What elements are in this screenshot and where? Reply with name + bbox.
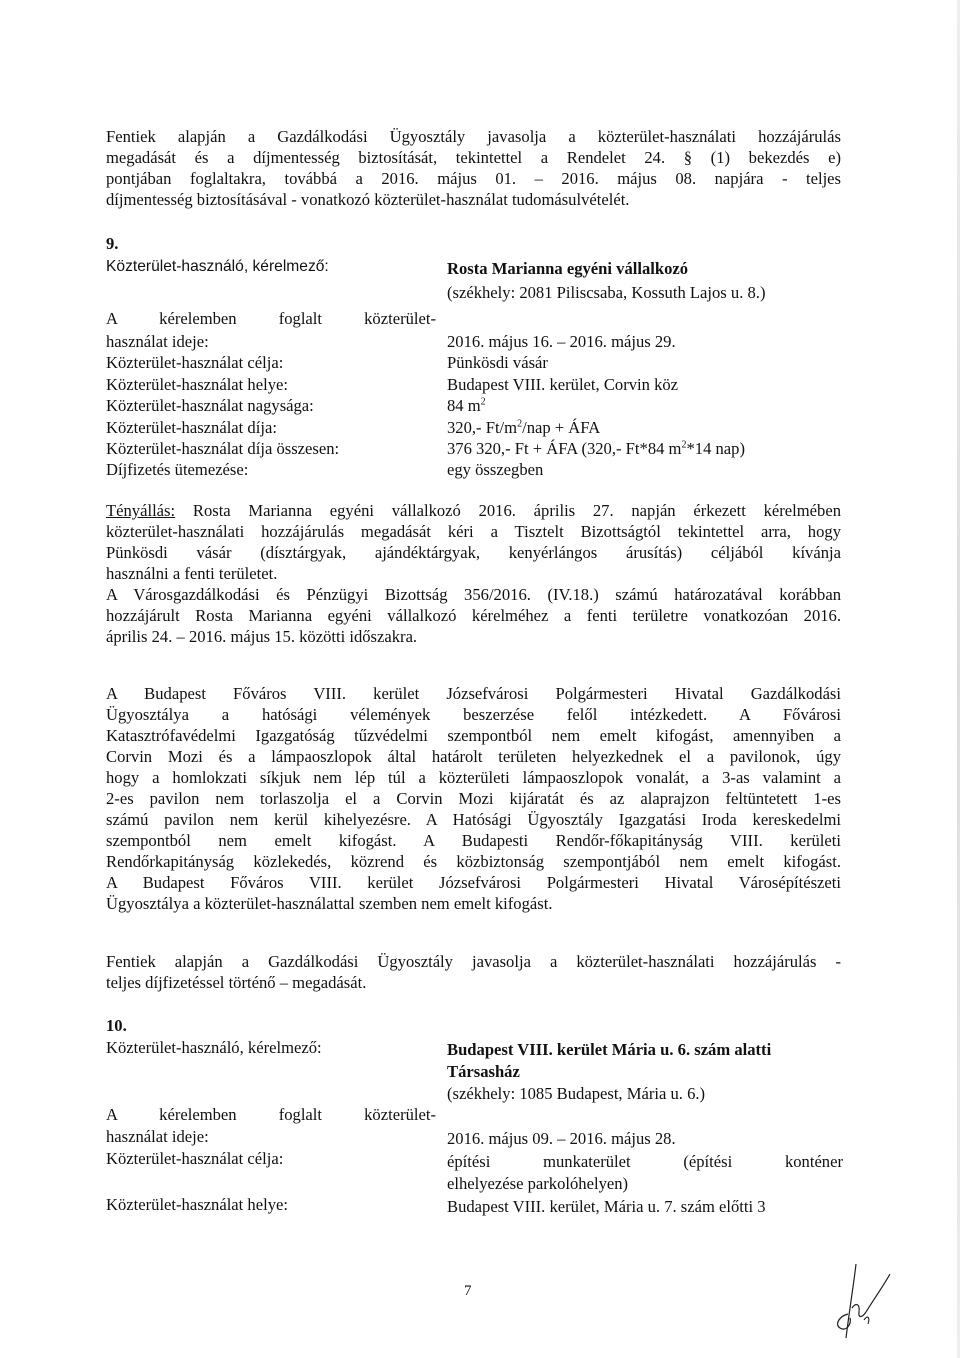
opinions-line: A Budapest Főváros VIII. kerület Józsefvárosi Polgármesteri Hivatal Városépítészeti	[106, 873, 841, 892]
facts-line: hozzájárult Rosta Marianna egyéni vállalkozó kérelméhez a fenti területre vonatkozóan 2016.	[106, 606, 841, 625]
intro-line: megadását és a díjmentesség biztosítását, tekintettel a Rendelet 24. § (1) bekezdés e)	[106, 148, 841, 167]
fee-unit-suffix: /nap + ÁFA	[522, 418, 601, 437]
intro-line: Fentiek alapján a Gazdálkodási Ügyosztály javasolja a közterület-használati hozzájárulás	[106, 127, 841, 146]
proposal-paragraph	[106, 951, 841, 993]
item-9-period-label-1: A kérelemben foglalt közterület-	[106, 309, 436, 328]
opinions-line: hogy a homlokzati síkjuk nem lép túl a közterületi lámpaoszlopok vonalát, a 3-as valamint a	[106, 768, 841, 787]
fee-amount: 320,- Ft/m	[447, 418, 518, 437]
item-9-size-label: Közterület-használat nagysága:	[106, 396, 314, 415]
facts-line: használni a fenti területet.	[106, 564, 278, 583]
size-amount: 84 m	[447, 396, 481, 415]
proposal-line: teljes díjfizetéssel történő – megadását.	[106, 973, 367, 992]
intro-line: díjmentesség biztosításával - vonatkozó közterület-használat tudomásulvételét.	[106, 190, 630, 209]
item-9-payment-label: Díjfizetés ütemezése:	[106, 460, 249, 479]
fee-total-exponent: 2	[681, 439, 687, 451]
opinions-line: szempontból nem emelt kifogást. A Budapesti Rendőr-főkapitányság VIII. kerületi	[106, 831, 841, 850]
item-9-applicant-seat: (székhely: 2081 Piliscsaba, Kossuth Lajos u. 8.)	[447, 283, 766, 302]
item-9-applicant-label: Közterület-használó, kérelmező:	[106, 258, 329, 275]
item-9-applicant-value: Rosta Marianna egyéni vállalkozó	[447, 259, 689, 278]
opinions-line: A Budapest Főváros VIII. kerület Józsefvárosi Polgármesteri Hivatal Gazdálkodási	[106, 684, 841, 703]
item-10-period-value: 2016. május 09. – 2016. május 28.	[447, 1129, 676, 1148]
fee-unit-exponent: 2	[517, 418, 523, 430]
item-9-fee-label: Közterület-használat díja:	[106, 418, 277, 437]
opinions-line: Katasztrófavédelmi Igazgatóság tűzvédelmi szempontból nem emelt kifogást, amennyiben a	[106, 726, 841, 745]
opinions-line: Corvin Mozi és a lámpaoszlopok által határolt területen helyezkednek el a pavilonok, úgy	[106, 747, 841, 766]
item-10-applicant-line-1: Budapest VIII. kerület Mária u. 6. szám alatti	[447, 1040, 772, 1059]
item-9-fee-total-label: Közterület-használat díja összesen:	[106, 439, 340, 458]
facts-heading: Tényállás:	[106, 501, 176, 520]
item-9-fee-total-value	[447, 438, 843, 459]
item-10-applicant-seat: (székhely: 1085 Budapest, Mária u. 6.)	[447, 1084, 706, 1103]
item-10-purpose-line-1: építési munkaterület (építési konténer	[447, 1152, 843, 1171]
size-unit-exponent: 2	[480, 396, 486, 408]
item-10-place-label: Közterület-használat helye:	[106, 1195, 288, 1214]
facts-line: közterület-használati hozzájárulás megadását kéri a Tisztelt Bizottságtól tekintettel arra, hogy	[106, 522, 841, 541]
opinions-paragraph	[106, 683, 841, 914]
intro-line: pontjában foglaltakra, továbbá a 2016. május 01. – 2016. május 08. napjára - teljes	[106, 169, 841, 188]
item-10-place-value: Budapest VIII. kerület, Mária u. 7. szám előtti 3	[447, 1197, 766, 1216]
item-9-fee-value	[447, 417, 843, 438]
item-10-applicant-line-2: Társasház	[447, 1062, 520, 1081]
facts-line: Rosta Marianna egyéni vállalkozó 2016. április 27. napján érkezett kérelmében	[175, 501, 841, 520]
opinions-line: Ügyosztálya a közterület-használattal szemben nem emelt kifogást.	[106, 894, 553, 913]
item-9-place-label: Közterület-használat helye:	[106, 375, 288, 394]
item-9-period-value: 2016. május 16. – 2016. május 29.	[447, 332, 676, 351]
fee-total-amount: 376 320,- Ft + ÁFA (320,- Ft*84 m	[447, 439, 682, 458]
proposal-line: Fentiek alapján a Gazdálkodási Ügyosztály javasolja a közterület-használati hozzájárulás -	[106, 952, 841, 971]
intro-paragraph	[106, 126, 841, 210]
opinions-line: számú pavilon nem kerül kihelyezésre. A Hatósági Ügyosztály Igazgatási Iroda kereskedelmi	[106, 810, 841, 829]
item-9-purpose-label: Közterület-használat célja:	[106, 353, 284, 372]
item-10-purpose-label: Közterület-használat célja:	[106, 1149, 284, 1168]
facts-line: április 24. – 2016. május 15. közötti időszakra.	[106, 627, 418, 646]
item-9-period-label-2: használat ideje:	[106, 332, 209, 351]
item-9-size-value	[447, 395, 843, 416]
facts-line: Pünkösdi vásár (dísztárgyak, ajándéktárgyak, kenyérlángos árusítás) céljából kívánja	[106, 543, 841, 562]
facts-first-line	[106, 500, 841, 521]
item-9-purpose-value: Pünkösdi vásár	[447, 353, 548, 372]
item-9-place-value: Budapest VIII. kerület, Corvin köz	[447, 375, 679, 394]
item-10-number: 10.	[106, 1016, 127, 1035]
item-10-period-label-2: használat ideje:	[106, 1127, 209, 1146]
item-9-payment-value: egy összegben	[447, 460, 544, 479]
page-number: 7	[464, 1283, 472, 1299]
item-9-number: 9.	[106, 234, 119, 253]
opinions-line: Rendőrkapitányság közlekedés, közrend és közbiztonság szempontjából nem emelt kifogást.	[106, 852, 841, 871]
item-10-period-label-1: A kérelemben foglalt közterület-	[106, 1105, 436, 1124]
item-10-purpose-line-2: elhelyezése parkolóhelyen)	[447, 1174, 629, 1193]
opinions-line: 2-es pavilon nem torlaszolja el a Corvin Mozi kijáratát és az alaprajzon feltüntetett 1-es	[106, 789, 841, 808]
signature-mark	[826, 1262, 896, 1342]
fee-total-suffix: *14 nap)	[686, 439, 745, 458]
item-10-applicant-label: Közterület-használó, kérelmező:	[106, 1038, 322, 1057]
facts-paragraph	[106, 500, 841, 647]
opinions-line: Ügyosztálya a hatósági vélemények beszerzése felől intézkedett. A Fővárosi	[106, 705, 841, 724]
facts-line: A Városgazdálkodási és Pénzügyi Bizottság 356/2016. (IV.18.) számú határozatával korábban	[106, 585, 841, 604]
